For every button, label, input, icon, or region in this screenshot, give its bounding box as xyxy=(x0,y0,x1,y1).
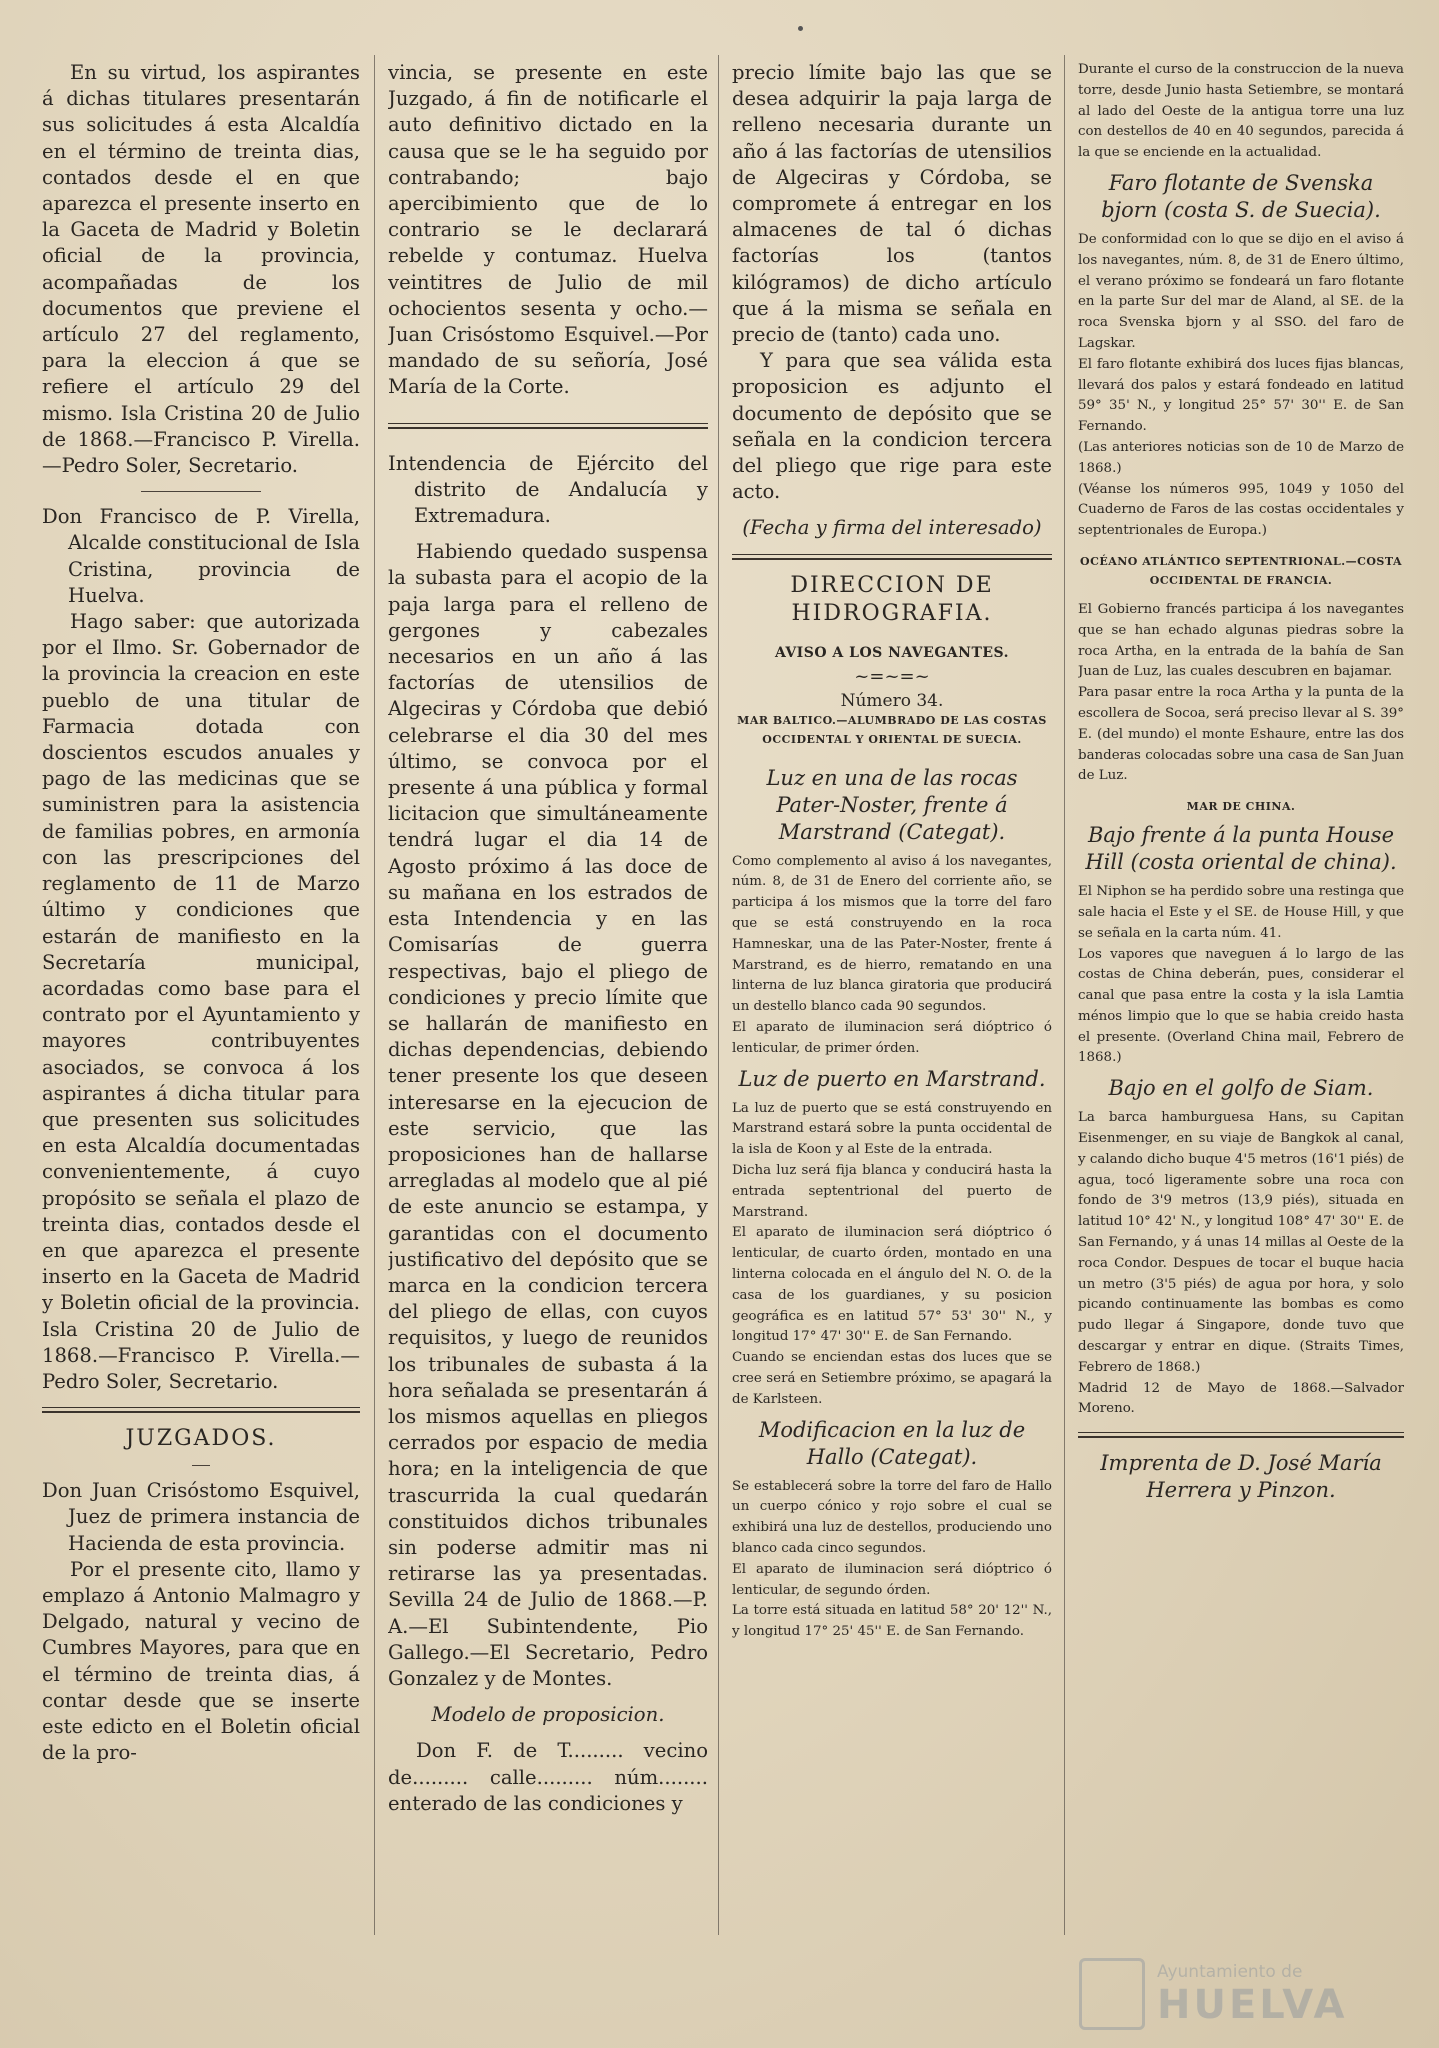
column-4 xyxy=(1078,60,1404,2020)
signature-note: (Fecha y firma del interesado) xyxy=(742,516,1042,540)
subsection-heading: Luz de puerto en Marstrand. xyxy=(738,1066,1046,1091)
column-rule xyxy=(718,55,719,1935)
col1-paragraph: Por el presente cito, llamo y emplazo á Antonio Malmagro y Delgado, natural y vecino de Cumbres Mayores, para que en el término de treinta dias, á contar desde que se inserte este edicto en el Boletin oficial de la pro- xyxy=(42,1557,360,1765)
col3-paragraph: precio límite bajo las que se desea adquirir la paja larga de relleno necesaria durante un año á las factorías de utensilios de Algeciras y Córdoba, se compromete á entregar en los almacenes de tal ó dichas factorías los (tantos kilógramos) de dicho artículo que á la misma se señala en precio de (tanto) cada uno. xyxy=(732,61,1052,347)
col3-small-paragraph: La torre está situada en latitud 58° 20' 12'' N., y longitud 17° 25' 45'' E. de San Fernando. xyxy=(732,1603,1052,1640)
divider xyxy=(42,1407,360,1413)
section-heading: JUZGADOS. xyxy=(125,1426,277,1452)
col1-heading-paragraph: Don Juan Crisóstomo Esquivel, Juez de primera instancia de Hacienda de esta provincia. xyxy=(42,1479,360,1555)
region-heading: MAR BALTICO.—ALUMBRADO DE LAS COSTAS OCCIDENTAL Y ORIENTAL DE SUECIA. xyxy=(737,713,1047,746)
subsection-heading: Faro flotante de Svenska bjorn (costa S. de Suecia). xyxy=(1101,170,1381,222)
col3-paragraph: Y para que sea válida esta proposicion es adjunto el documento de depósito que se señala en la condicion tercera del pliego que rige para este acto. xyxy=(732,349,1052,504)
col3-small-paragraph: El aparato de iluminacion será dióptrico ó lenticular, de segundo órden. xyxy=(732,1561,1052,1598)
col4-small-paragraph: Para pasar entre la roca Artha y la punta de la escollera de Socoa, será preciso llevar al S. 39° E. (del mundo) el monte Eshaure, entre las dos banderas colocadas sobre una casa de San Juan de Luz. xyxy=(1078,685,1404,784)
col4-small-paragraph: El faro flotante exhibirá dos luces fijas blancas, llevará dos palos y estará fondeado en latitud 59° 35' N., y longitud 25° 57' 30'' E. de San Fernando. xyxy=(1078,356,1404,435)
divider xyxy=(1078,1432,1404,1438)
watermark-line2: HUELVA xyxy=(1157,1982,1348,2028)
col2-paragraph: vincia, se presente en este Juzgado, á fin de notificarle el auto definitivo dictado en la causa que se le ha seguido por contrabando; bajo apercibimiento que de lo contrario se le declarará rebelde y contumaz. Huelva veintitres de Julio de mil ochocientos sesenta y ocho.—Juan Crisóstomo Esquivel.—Por mandado de su señoría, José María de la Corte. xyxy=(388,61,708,399)
col4-small-paragraph: La barca hamburguesa Hans, su Capitan Eisenmenger, en su viaje de Bangkok al canal, y calando dicho buque 4'5 metros (16'1 piés) de agua, tocó ligeramente sobre una roca con fondo de 3'9 metros (13,9 piés), situada en latitud 10° 42' N., y longitud 108° 47' 30'' E. de San Fernando, y á unas 14 millas al Oeste de la roca Condor. Despues de tocar el buque hacia un metro (3'5 piés) de agua por hora, y solo picando continuamente las bombas es como pudo llegar á Singapore, donde tuvo que descargar y entrar en dique. (Straits Times, Febrero de 1868.) xyxy=(1078,1110,1404,1375)
col4-small-paragraph: El Gobierno francés participa á los navegantes que se han echado algunas piedras sobre la roca Artha, en la entrada de la bahía de San Juan de Luz, las cuales descubren en bajamar. xyxy=(1078,601,1404,680)
col4-small-paragraph: Durante el curso de la construccion de la nueva torre, desde Junio hasta Setiembre, se montará al lado del Oeste de la antigua torre una luz con destellos de 40 en 40 segundos, parecida á la que se enciende en la actualidad. xyxy=(1078,62,1404,161)
col3-small-paragraph: Dicha luz será fija blanca y conducirá hasta la entrada septentrional del puerto de Marstrand. xyxy=(732,1163,1052,1220)
col4-small-paragraph: El Niphon se ha perdido sobre una restinga que sale hacia el Este y el SE. de House Hill, y que se señala en la carta núm. 41. xyxy=(1078,884,1404,941)
col3-small-paragraph: La luz de puerto que se está construyendo en Marstrand estará sobre la punta occidental de la isla de Koon y al Este de la entrada. xyxy=(732,1100,1052,1158)
col1-heading-paragraph: Don Francisco de P. Virella, Alcalde constitucional de Isla Cristina, provincia de Huelva. xyxy=(42,505,360,607)
coat-of-arms-icon xyxy=(1079,1958,1145,2030)
col1-paragraph: En su virtud, los aspirantes á dichas titulares presentarán sus solicitudes á esta Alcaldía en el término de treinta dias, contados desde el en que aparezca el presente inserto en la Gaceta de Madrid y Boletin oficial de la provincia, acompañadas de los documentos que previene el artículo 27 del reglamento, para la eleccion á que se refiere el artículo 29 del mismo. Isla Cristina 20 de Julio de 1868.—Francisco P. Virella.—Pedro Soler, Secretario. xyxy=(42,61,360,478)
col2-heading-paragraph: Intendencia de Ejército del distrito de Andalucía y Extremadura. xyxy=(388,451,708,528)
col1-paragraph: Hago saber: que autorizada por el Ilmo. Sr. Gobernador de la provincia la creacion en este pueblo de una titular de Farmacia dotada con doscientos escudos anuales y pago de las medicinas que se suministren para la asistencia de familias pobres, en armonía con las prescripciones del reglamento de 11 de Marzo último y condiciones que estarán de manifiesto en la Secretaría municipal, acordadas como base para el contrato por el Ayuntamiento y mayores contribuyentes asociados, se convoca á los aspirantes á dicha titular para que presenten sus solicitudes en esta Alcaldía documentadas convenientemente, á cuyo propósito se señala el plazo de treinta dias, contados desde el en que aparezca el presente inserto en la Gaceta de Madrid y Boletin oficial de la provincia. Isla Cristina 20 de Julio de 1868.—Francisco P. Virella.—Pedro Soler, Secretario. xyxy=(42,610,360,1393)
col4-small-paragraph: (Las anteriores noticias son de 10 de Marzo de 1868.) xyxy=(1078,439,1404,476)
col3-small-paragraph: El aparato de iluminacion será dióptrico ó lenticular, de primer órden. xyxy=(732,1020,1052,1056)
column-1 xyxy=(42,60,360,2020)
divider xyxy=(388,423,708,429)
subsection-heading: Bajo en el golfo de Siam. xyxy=(1108,1076,1374,1101)
column-rule xyxy=(1064,55,1065,1935)
notice-heading: AVISO A LOS NAVEGANTES. xyxy=(774,644,1010,661)
column-3 xyxy=(732,60,1052,2020)
col3-small-paragraph: El aparato de iluminacion será dióptrico ó lenticular, de cuarto órden, montado en una linterna colocada en el ángulo del N. O. de la casa de los guardianes, y su posicion geográfica es en latitud 57° 53' 30'' N., y longitud 17° 47' 30'' E. de San Fernando. xyxy=(732,1225,1052,1345)
col4-small-paragraph: Los vapores que naveguen á lo largo de las costas de China deberán, pues, considerar el canal que pasa entre la costa y la isla Lamtia ménos limpio que lo que se habia creido hasta el presente. (Overland China mail, Febrero de 1868.) xyxy=(1078,946,1404,1066)
col3-small-paragraph: Se establecerá sobre la torre del faro de Hallo un cuerpo cónico y rojo sobre el cual se exhibirá una luz de destellos, produciendo uno blanco cada cinco segundos. xyxy=(732,1478,1052,1556)
region-heading: MAR DE CHINA. xyxy=(1186,800,1296,814)
watermark-stamp xyxy=(1079,1958,1409,2028)
watermark-line1: Ayuntamiento de xyxy=(1157,1962,1303,1982)
col3-small-paragraph: Como complemento al aviso á los navegantes, núm. 8, de 31 de Enero del corriente año, se participa á los mismos que la torre del faro que se está construyendo en la roca Hamneskar, una de las Pater-Noster, frente á Marstrand, es de hierro, rematando en una linterna de luz blanca giratoria que producirá un destello blanco cada 90 segundos. xyxy=(732,853,1052,1015)
subsection-heading: Modificacion en la luz de Hallo (Categat). xyxy=(758,1417,1026,1469)
ornament: ~=~=~ xyxy=(854,665,930,687)
divider xyxy=(141,491,261,492)
notice-number: Número 34. xyxy=(840,690,944,711)
subsection-heading: Bajo frente á la punta House Hill (costa oriental de china). xyxy=(1085,823,1397,875)
printer-imprint: Imprenta de D. José María Herrera y Pinzon. xyxy=(1100,1451,1382,1503)
col2-paragraph: Habiendo quedado suspensa la subasta para el acopio de la paja larga para el relleno de gergones y cabezales necesarios en un año á las factorías de utensilios de Algeciras y Córdoba que debió celebrarse el dia 30 del mes último, se convoca por el presente á una pública y formal licitacion que simultáneamente tendrá lugar el dia 14 de Agosto próximo á las doce de su mañana en los estrados de esta Intendencia y en las Comisarías de guerra respectivas, bajo el pliego de condiciones y precio límite que se hallarán de manifiesto en dichas dependencias, debiendo tener presente los que deseen interesarse en la ejecucion de este servicio, que las proposiciones han de hallarse arregladas al modelo que al pié de este anuncio se estampa, y garantidas con el documento justificativo del depósito que se marca en la condicion tercera del pliego de ellas, con cuyos requisitos, y luego de reunidos los tribunales de subasta á la hora señalada se presentarán á los mismos aquellas en pliegos cerrados por espacio de media hora; en la inteligencia de que trascurrida la cual quedarán constituidos dichos tribunales sin poderse admitir mas ni retirarse las ya presentadas. Sevilla 24 de Julio de 1868.—P. A.—El Subintendente, Pio Gallego.—El Secretario, Pedro Gonzalez y de Montes. xyxy=(388,540,708,1690)
divider xyxy=(192,1465,210,1466)
model-heading: Modelo de proposicion. xyxy=(431,1703,665,1727)
col2-paragraph: Don F. de T......... vecino de......... calle......... núm........ enterado de las condiciones y xyxy=(388,1739,708,1815)
col4-small-paragraph: (Véanse los números 995, 1049 y 1050 del Cuaderno de Faros de las costas occidentales y septentrionales de Europa.) xyxy=(1078,481,1404,539)
column-rule xyxy=(374,55,375,1935)
subsection-heading: Luz en una de las rocas Pater-Noster, frente á Marstrand (Categat). xyxy=(766,765,1018,844)
column-2 xyxy=(388,60,708,2020)
region-heading: OCÉANO ATLÁNTICO SEPTENTRIONAL.—COSTA OCCIDENTAL DE FRANCIA. xyxy=(1080,554,1402,587)
col3-small-paragraph: Cuando se enciendan estas dos luces que se cree será en Setiembre próximo, se apagará la de Karlsteen. xyxy=(732,1350,1052,1407)
col4-small-paragraph: De conformidad con lo que se dijo en el aviso á los navegantes, núm. 8, de 31 de Enero último, el verano próximo se fondeará un faro flotante en la parte Sur del mar de Aland, al SE. de la roca Svenska bjorn y al SSO. del faro de Lagskar. xyxy=(1078,231,1404,351)
print-dot xyxy=(798,26,803,31)
section-heading: DIRECCION DE HIDROGRAFIA. xyxy=(790,572,994,626)
col4-small-paragraph: Madrid 12 de Mayo de 1868.—Salvador Moreno. xyxy=(1078,1380,1404,1417)
divider xyxy=(732,554,1052,560)
